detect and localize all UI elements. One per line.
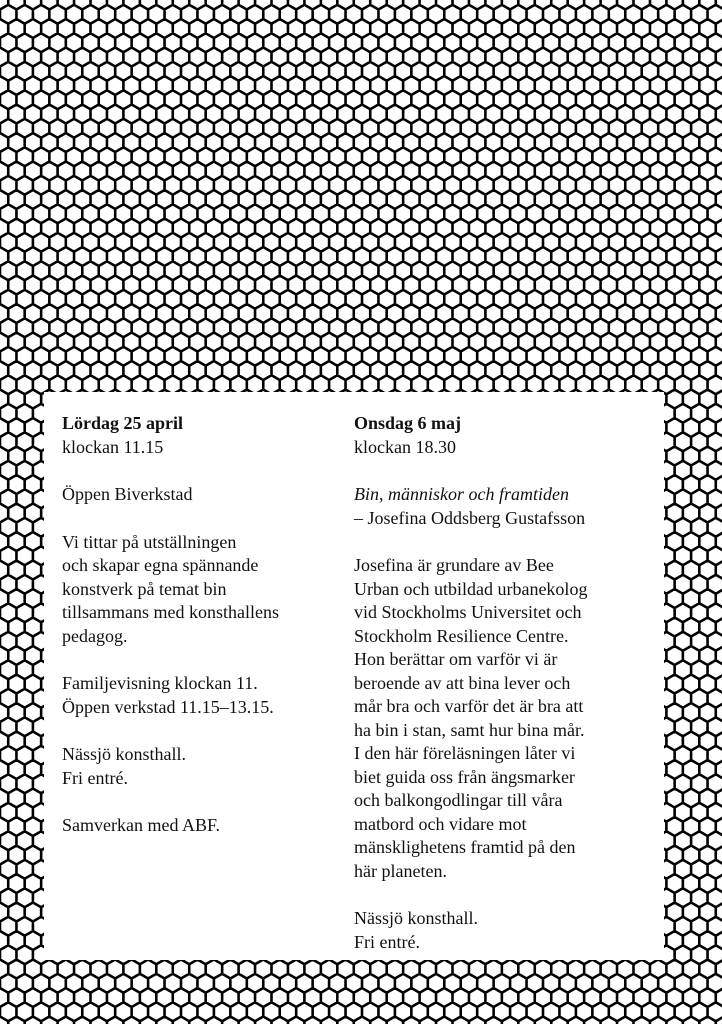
description-line: Hon berättar om varför vi är: [354, 649, 558, 669]
description-line: Stockholm Resilience Centre.: [354, 625, 569, 646]
description-line: matbord och vidare mot: [354, 813, 527, 834]
event-partner: Samverkan med ABF.: [62, 815, 221, 835]
description-line: vid Stockholms Universitet och: [354, 602, 582, 622]
lecture-speaker: – Josefina Oddsberg Gustafsson: [354, 507, 586, 528]
description-line: Josefina är grundare av Bee: [354, 555, 554, 575]
description-line: konstverk på temat bin: [62, 578, 227, 599]
description-line: tillsammans med konsthallens: [62, 602, 279, 622]
description-line: här planeten.: [354, 860, 447, 881]
event-right: [354, 412, 644, 954]
event-title: Öppen Biverkstad: [62, 484, 193, 504]
event-venue: Nässjö konsthall.: [354, 908, 478, 928]
description-line: I den här föreläsningen låter vi: [354, 743, 576, 763]
event-date: Lördag 25 april: [62, 413, 184, 433]
description-line: mänsklighetens framtid på den: [354, 837, 576, 857]
event-entry: Fri entré.: [354, 931, 420, 952]
event-time: klockan 11.15: [62, 436, 164, 457]
description-line: och skapar egna spännande: [62, 555, 259, 575]
event-date: Onsdag 6 maj: [354, 413, 462, 433]
description-line: ha bin i stan, samt hur bina mår.: [354, 719, 585, 740]
description-line: biet guida oss från ängsmarker: [354, 766, 575, 787]
description-line: Urban och utbildad urbanekolog: [354, 578, 588, 599]
event-entry: Fri entré.: [62, 767, 128, 788]
lecture-title: Bin, människor och framtiden: [354, 484, 569, 504]
event-left: [62, 412, 352, 838]
description-line: pedagog.: [62, 625, 128, 646]
description-line: mår bra och varför det är bra att: [354, 696, 584, 716]
event-card: [44, 392, 664, 960]
description-line: beroende av att bina lever och: [354, 672, 571, 693]
description-line: och balkongodlingar till våra: [354, 790, 563, 810]
schedule-line: Familjevisning klockan 11.: [62, 673, 258, 693]
event-venue: Nässjö konsthall.: [62, 744, 186, 764]
event-time: klockan 18.30: [354, 436, 456, 457]
schedule-line: Öppen verkstad 11.15–13.15.: [62, 696, 274, 717]
description-line: Vi tittar på utställningen: [62, 531, 237, 552]
